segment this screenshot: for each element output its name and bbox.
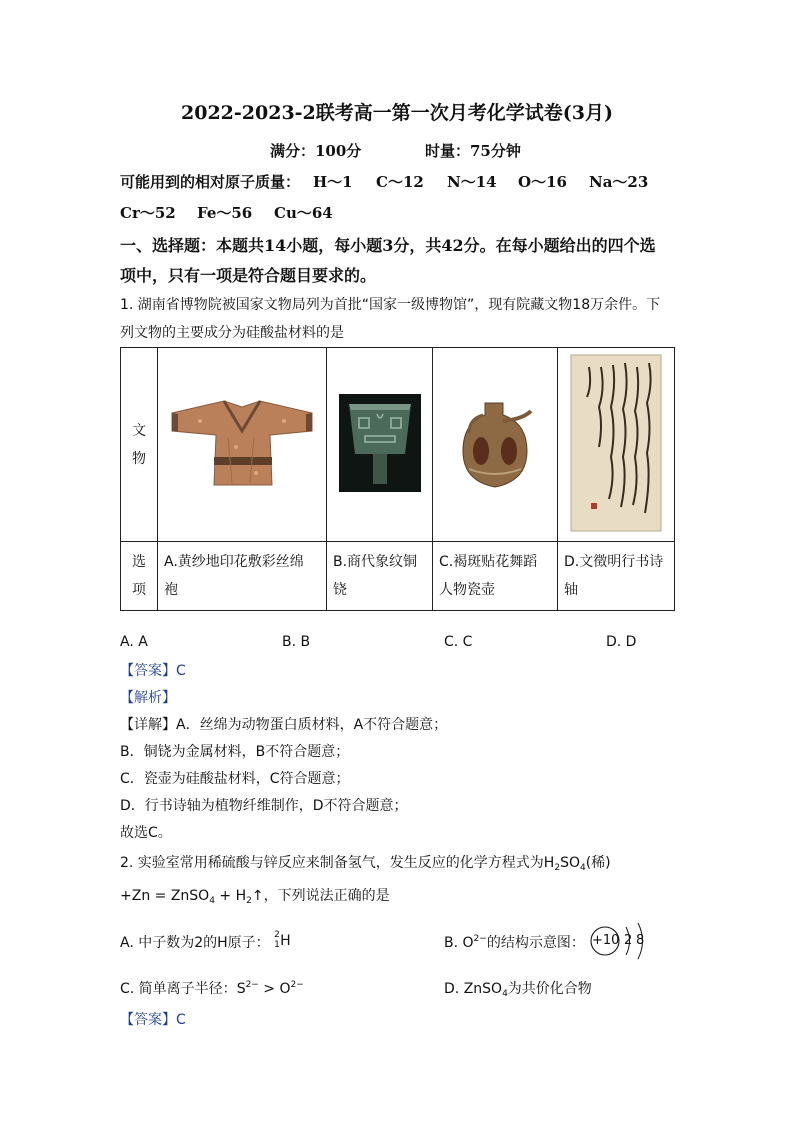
exam-title: 2022-2023-2联考高一第一次月考化学试卷(3月) [181, 102, 613, 124]
atomic-mass-na: Na～23 [589, 173, 649, 191]
option-text: D. [444, 981, 464, 997]
atomic-number: 1 [274, 940, 280, 950]
q1-choice-a: A. A [120, 634, 148, 650]
q2-stem-text: SO [560, 855, 580, 871]
option-line: C.褐斑贴花舞蹈 [439, 554, 538, 570]
section-heading-line2: 项中，只有一项是符合题目要求的。 [120, 266, 377, 285]
shell-electrons: 2 [624, 933, 633, 948]
row-header-artifact [121, 348, 158, 542]
atomic-mass-n: N～14 [447, 173, 497, 191]
ion-symbol: S [236, 981, 246, 997]
bronze-bell-icon [339, 394, 421, 492]
ion-charge: 2− [473, 934, 487, 944]
q1-stem-line1: 1. 湖南省博物院被国家文物局列为首批“国家一级博物馆”，现有院藏文物18万余件。下 [120, 297, 661, 313]
equation-text: + H [214, 888, 247, 904]
q2-stem-line2 [120, 885, 390, 906]
equation-text: +Zn = ZnSO [120, 888, 210, 904]
subscript: 4 [579, 863, 586, 873]
q1-conclusion: 故选C。 [120, 825, 172, 841]
q2-stem-text: (稀) [585, 855, 611, 871]
section-heading-line1: 一、选择题：本题共14小题，每小题3分，共42分。在每小题给出的四个选 [120, 236, 656, 255]
silk-robe-icon [166, 397, 318, 489]
option-a-label [158, 542, 327, 611]
row-header-char: 文 [132, 422, 146, 439]
option-line: 铙 [333, 582, 347, 598]
q2-stem-line1 [120, 852, 611, 873]
row-header-char: 选 [132, 554, 146, 570]
option-line: 轴 [564, 582, 578, 598]
option-line: D.文徵明行书诗 [564, 554, 664, 570]
time-limit: 时量：75分钟 [425, 142, 521, 160]
ion-charge: 2− [245, 980, 259, 990]
q1-choice-d: D. D [606, 634, 637, 650]
q1-stem-line2: 列文物的主要成分为硅酸盐材料的是 [120, 325, 344, 341]
row-header-char: 项 [132, 582, 146, 598]
q2-option-b [444, 932, 585, 952]
calligraphy-scroll-image [558, 348, 675, 542]
atomic-mass-label: 可能用到的相对原子质量： [120, 173, 301, 191]
subscript: 4 [502, 989, 508, 999]
nucleus-charge: +10 [592, 933, 620, 948]
q1-choice-c: C. C [444, 634, 473, 650]
row-header-option [121, 542, 158, 611]
option-text: 为共价化合物 [507, 981, 592, 997]
subscript: 2 [246, 896, 252, 906]
atomic-mass-c: C～12 [376, 173, 424, 191]
q2-stem-text: 2. 实验室常用稀硫酸与锌反应来制备氢气，发生反应的化学方程式为H [120, 855, 555, 871]
porcelain-pot-image [433, 348, 558, 542]
comparison-sign: > [258, 981, 280, 997]
option-line: A.黄纱地印花敷彩丝绵 [164, 554, 304, 570]
option-text: 的结构示意图： [486, 935, 585, 951]
q1-choice-b: B. B [282, 634, 311, 650]
q1-analysis-label: 【解析】 [120, 690, 176, 706]
option-label-row [121, 542, 675, 611]
atomic-mass-h: H～1 [313, 173, 353, 191]
q2-option-a [120, 930, 291, 952]
atom-structure-diagram [586, 918, 656, 962]
element-symbol: H [280, 933, 291, 949]
bronze-bell-image [327, 348, 433, 542]
full-score: 满分：100分 [270, 142, 362, 160]
chemical-formula: ZnSO [463, 981, 503, 997]
mass-number: 2 [274, 930, 280, 940]
artifact-table [120, 347, 675, 611]
ion-symbol: O [279, 981, 291, 997]
q2-option-c [120, 978, 304, 998]
atomic-mass-fe: Fe～56 [197, 204, 253, 222]
ion-charge: 2− [290, 980, 304, 990]
porcelain-pot-icon [455, 393, 535, 493]
option-text: A. 中子数为2的H原子： [120, 935, 270, 951]
q1-answer: 【答案】C [120, 663, 186, 679]
option-c-label [433, 542, 558, 611]
option-text: C. 简单离子半径： [120, 981, 237, 997]
atomic-mass-cu: Cu～64 [274, 204, 333, 222]
q2-answer: 【答案】C [120, 1012, 186, 1028]
option-text: B. [444, 935, 463, 951]
q1-detail-b: B．铜铙为金属材料，B不符合题意； [120, 744, 350, 760]
calligraphy-scroll-icon [569, 353, 663, 533]
artifact-image-row [121, 348, 675, 542]
option-d-label [558, 542, 675, 611]
option-b-label [327, 542, 433, 611]
subscript: 4 [209, 896, 215, 906]
ion-symbol: O [462, 935, 474, 951]
q1-detail-c: C．瓷壶为硅酸盐材料，C符合题意； [120, 771, 350, 787]
shell-electrons: 8 [636, 933, 645, 948]
q1-detail-a: 【详解】A．丝绵为动物蛋白质材料，A不符合题意； [120, 717, 448, 733]
silk-robe-image [158, 348, 327, 542]
row-header-char: 物 [132, 450, 146, 467]
atomic-mass-o: O～16 [518, 173, 567, 191]
subscript: 2 [554, 863, 561, 873]
nuclide-symbol [274, 930, 291, 952]
option-line: 袍 [164, 582, 178, 598]
equation-text: ↑，下列说法正确的是 [251, 888, 390, 904]
atomic-mass-cr: Cr～52 [120, 204, 176, 222]
q2-option-d [444, 978, 592, 999]
option-line: B.商代象纹铜 [333, 554, 418, 570]
q1-detail-d: D．行书诗轴为植物纤维制作，D不符合题意； [120, 798, 408, 814]
option-line: 人物瓷壶 [439, 582, 495, 598]
